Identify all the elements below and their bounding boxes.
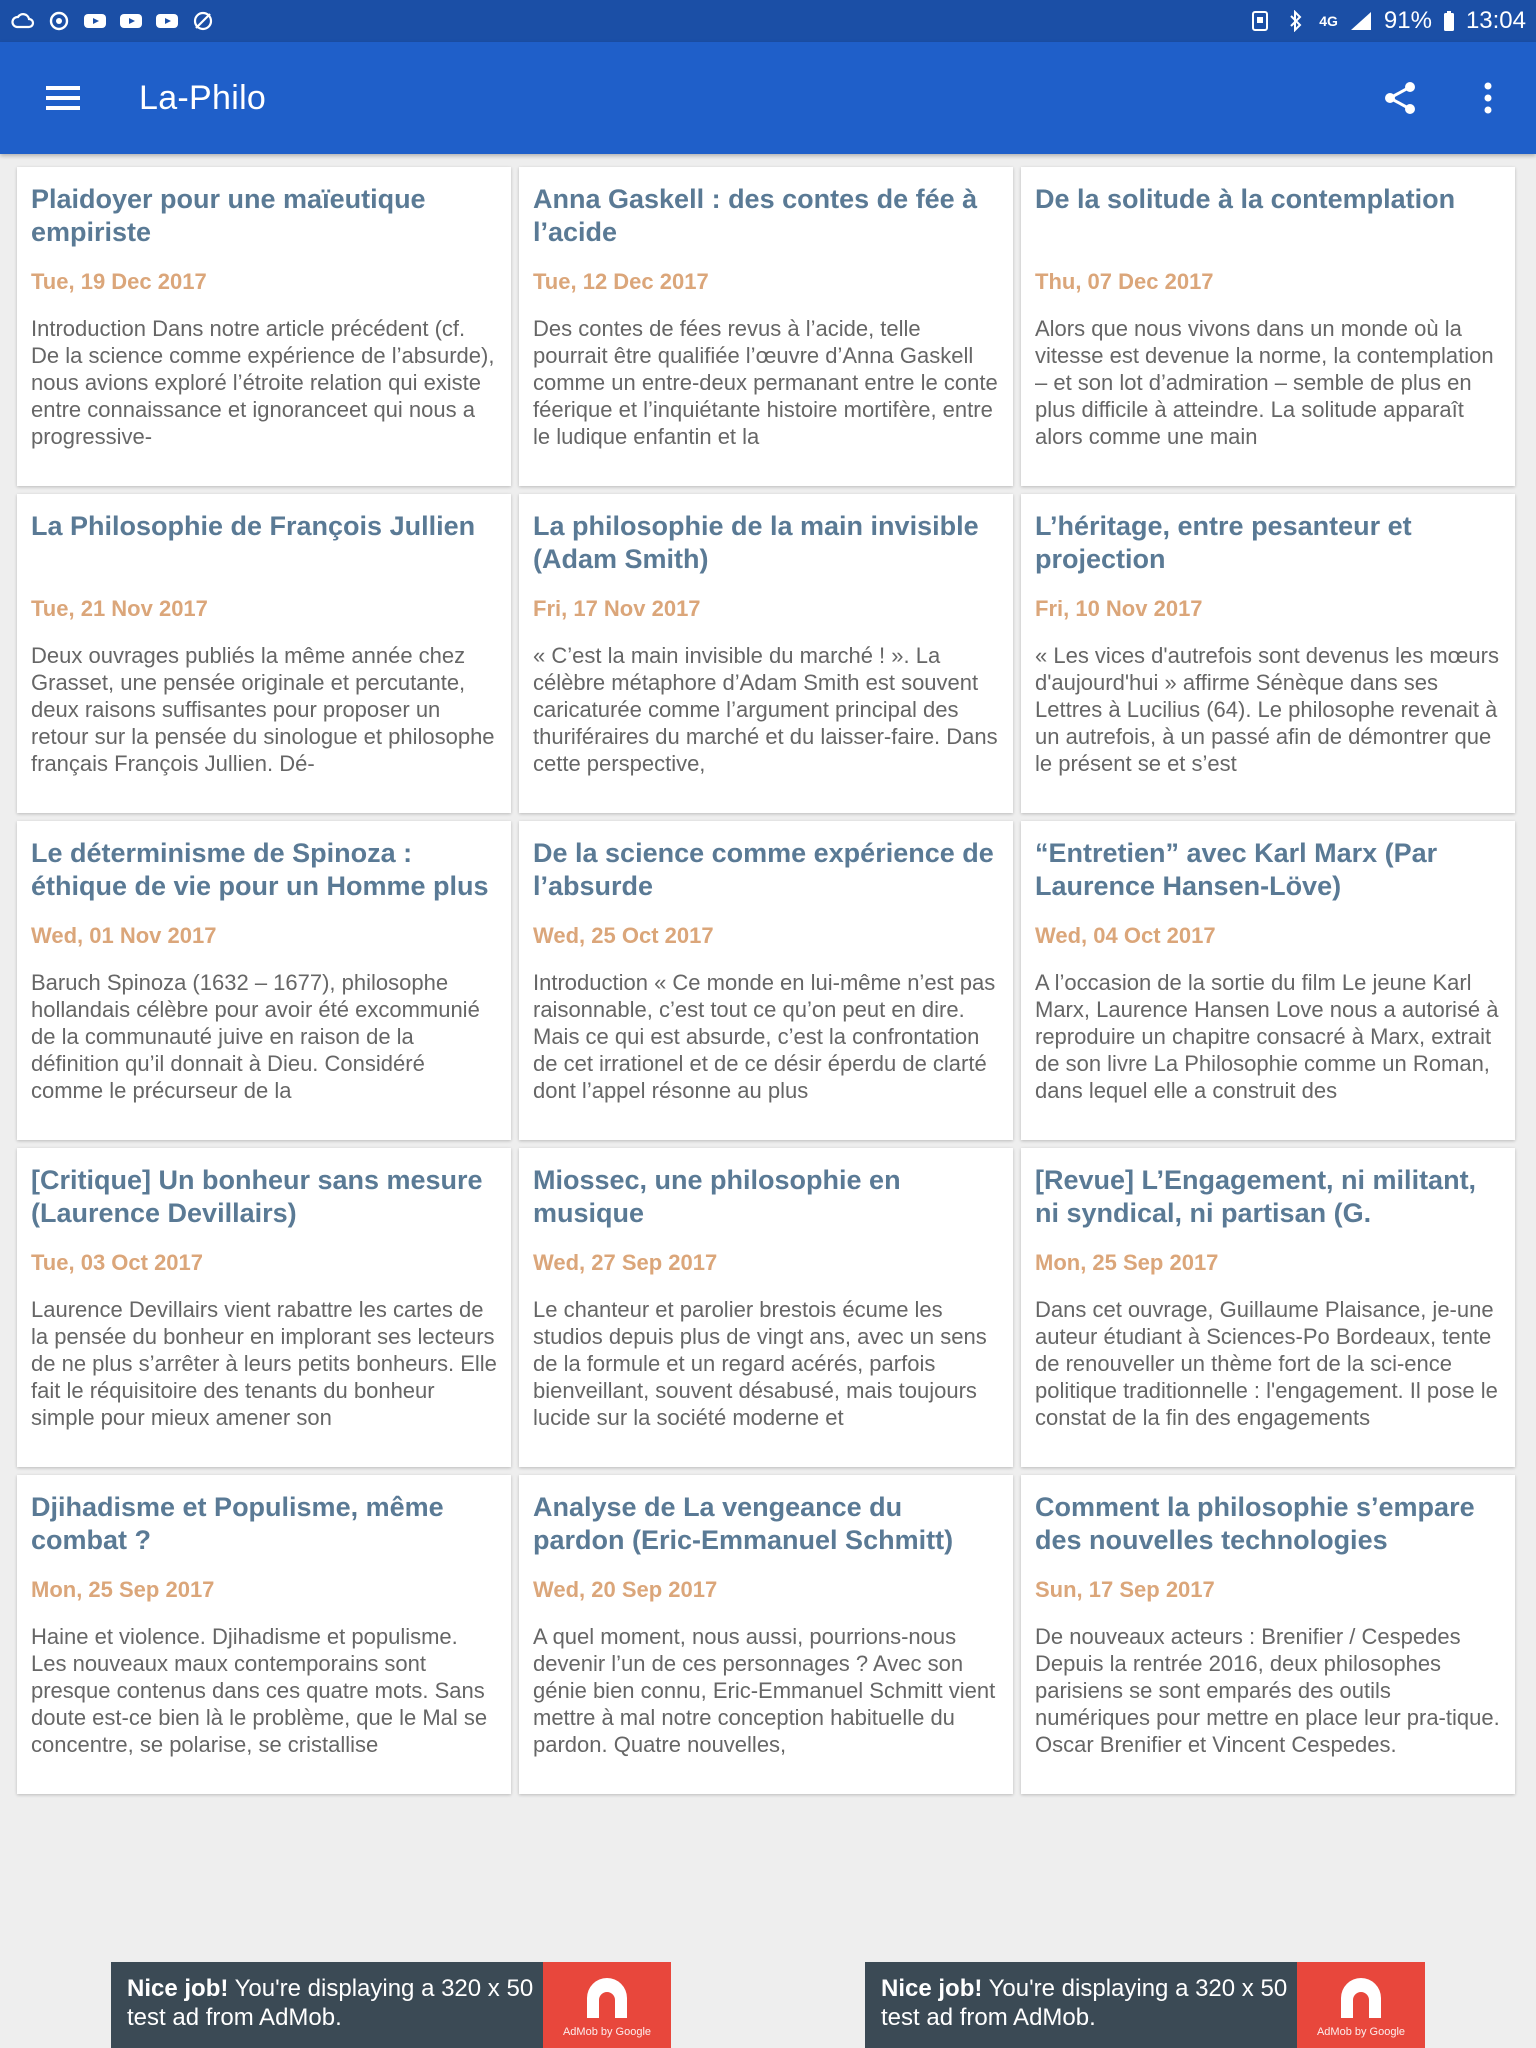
article-card[interactable] [1021, 1148, 1515, 1467]
ad-text [111, 1962, 543, 2048]
notification-icons [10, 10, 216, 32]
network-type: 4G [1319, 13, 1338, 29]
article-title: L’héritage, entre pesanteur et projection [1035, 511, 1412, 574]
article-title: [Revue] L’Engagement, ni militant, ni syndical, ni partisan (G. [1035, 1165, 1477, 1228]
article-date: Tue, 21 Nov 2017 [31, 596, 208, 621]
article-title: Djihadisme et Populisme, même combat ? [31, 1492, 444, 1555]
article-card[interactable] [1021, 821, 1515, 1140]
battery-percent: 91% [1383, 7, 1432, 34]
article-title: Analyse de La vengeance du pardon (Eric-Emmanuel Schmitt) [533, 1492, 954, 1555]
share-button[interactable] [1376, 74, 1424, 122]
youtube-icon [154, 10, 180, 32]
ad-headline: Nice job! [127, 1975, 229, 2002]
article-date: Wed, 25 Oct 2017 [533, 923, 714, 948]
article-date: Wed, 27 Sep 2017 [533, 1250, 718, 1275]
more-vertical-icon [1483, 82, 1493, 114]
article-card[interactable] [519, 1148, 1013, 1467]
status-bar [0, 0, 1536, 42]
article-card[interactable] [519, 821, 1013, 1140]
admob-icon [579, 1972, 635, 2022]
article-card[interactable] [519, 1475, 1013, 1794]
article-excerpt: Alors que nous vivons dans un monde où la vitesse est devenue la norme, la contemplation – et son lot d’admiration – semble de plus en plus difficile à atteindre. La solitude apparaît alors comme une main [1035, 316, 1494, 449]
article-card[interactable] [519, 494, 1013, 813]
article-excerpt: « Les vices d'autrefois sont devenus les mœurs d'aujourd'hui » affirme Sénèque dans ses Lettres à Lucilius (64). Le philosophe revenait à un autrefois, à un passé afin de démontrer que le présent se et s’est [1035, 643, 1499, 776]
article-date: Mon, 25 Sep 2017 [1035, 1250, 1219, 1275]
article-card[interactable] [519, 167, 1013, 486]
signal-icon [1348, 10, 1374, 32]
article-title: Comment la philosophie s’empare des nouvelles technologies [1035, 1492, 1475, 1555]
article-date: Fri, 17 Nov 2017 [533, 596, 701, 621]
article-title: La Philosophie de François Jullien [31, 511, 476, 541]
youtube-icon [82, 10, 108, 32]
article-date: Tue, 03 Oct 2017 [31, 1250, 204, 1275]
admob-icon [1333, 1972, 1389, 2022]
article-excerpt: Haine et violence. Djihadisme et populisme. Les nouveaux maux contemporains sont presque contenus dans ces quatre mots. Sans doute est-ce bien là le problème, que le Mal se concentre, se polarise, se cristallise [31, 1624, 488, 1757]
article-title: Miossec, une philosophie en musique [533, 1165, 901, 1228]
bluetooth-icon [1283, 10, 1309, 32]
admob-caption: AdMob by Google [1316, 2026, 1406, 2038]
article-excerpt: De nouveaux acteurs : Brenifier / Cespedes Depuis la rentrée 2016, deux philosophes parisiens se sont emparés des outils numériques pour mettre en place leur pra-tique. Oscar Brenifier et Vincent Cespedes. [1035, 1624, 1500, 1757]
cloud-icon [10, 10, 36, 32]
article-title: Le déterminisme de Spinoza : éthique de vie pour un Homme plus [31, 838, 489, 901]
article-title: “Entretien” avec Karl Marx (Par Laurence Hansen-Löve) [1035, 838, 1438, 901]
share-icon [1382, 80, 1418, 116]
admob-caption: AdMob by Google [562, 2026, 652, 2038]
article-grid [17, 167, 1517, 1794]
ad-body: You're displaying a 320 x 50 test ad from AdMob. [881, 1975, 1288, 2031]
article-date: Wed, 01 Nov 2017 [31, 923, 217, 948]
ad-headline: Nice job! [881, 1975, 983, 2002]
article-title: [Critique] Un bonheur sans mesure (Laurence Devillairs) [31, 1165, 483, 1228]
app-bar [0, 42, 1536, 154]
article-excerpt: Dans cet ouvrage, Guillaume Plaisance, je-une auteur étudiant à Sciences-Po Bordeaux, tente de renouveller un thème fort de la sci-ence politique traditionnelle : l'engagement. Il pose le constat de la fin des engagements [1035, 1297, 1498, 1430]
article-excerpt: Deux ouvrages publiés la même année chez Grasset, une pensée originale et percutante, deux raisons suffisantes pour proposer un retour sur la pensée du sinologue et philosophe français François Jullien. Dé- [31, 643, 495, 776]
article-excerpt: Introduction « Ce monde en lui-même n’est pas raisonnable, c’est tout ce qu’on peut en dire. Mais ce qui est absurde, c’est la confrontation de cet irrationel et de ce désir éperdu de clarté dont l’appel résonne au plus [533, 970, 996, 1103]
article-title: Anna Gaskell : des contes de fée à l’acide [533, 184, 978, 247]
article-card[interactable] [17, 1475, 511, 1794]
clock: 13:04 [1465, 7, 1526, 34]
ad-banner[interactable] [111, 1962, 671, 2048]
article-excerpt: Introduction Dans notre article précédent (cf. De la science comme expérience de l’absurde), nous avions exploré l’étroite relation qui existe entre connaissance et ignoranceet qui nous a progressive- [31, 316, 495, 449]
article-date: Tue, 19 Dec 2017 [31, 269, 207, 294]
article-card[interactable] [1021, 1475, 1515, 1794]
hamburger-menu-icon [46, 86, 80, 110]
article-date: Mon, 25 Sep 2017 [31, 1577, 215, 1602]
article-date: Sun, 17 Sep 2017 [1035, 1577, 1215, 1602]
article-title: De la solitude à la contemplation [1035, 184, 1456, 214]
article-card[interactable] [17, 494, 511, 813]
youtube-icon [118, 10, 144, 32]
battery-icon [1442, 10, 1456, 32]
admob-logo [543, 1962, 671, 2048]
system-indicators [1247, 7, 1526, 35]
article-date: Wed, 04 Oct 2017 [1035, 923, 1216, 948]
overflow-menu-button[interactable] [1464, 74, 1512, 122]
article-card[interactable] [17, 821, 511, 1140]
article-date: Thu, 07 Dec 2017 [1035, 269, 1214, 294]
article-excerpt: A l’occasion de la sortie du film Le jeune Karl Marx, Laurence Hansen Love nous a autorisé à reproduire un chapitre consacré à Marx, extrait de son livre La Philosophie comme un Roman, dans lequel elle a construit des [1035, 970, 1499, 1103]
sync-icon [46, 10, 72, 32]
article-date: Wed, 20 Sep 2017 [533, 1577, 718, 1602]
article-card[interactable] [17, 167, 511, 486]
ad-body: You're displaying a 320 x 50 test ad from AdMob. [127, 1975, 534, 2031]
menu-button[interactable] [31, 66, 95, 130]
article-excerpt: Laurence Devillairs vient rabattre les cartes de la pensée du bonheur en implorant ses lecteurs de ne plus s’arrêter à leurs petits bonheurs. Elle fait le réquisitoire des tenants du bonheur simple pour mieux amener son [31, 1297, 497, 1430]
article-excerpt: Le chanteur et parolier brestois écume les studios depuis plus de vingt ans, avec un sens de la formule et un regard acérés, parfois bienveillant, souvent désabusé, mais toujours lucide sur la société moderne et [533, 1297, 987, 1430]
article-card[interactable] [17, 1148, 511, 1467]
article-excerpt: Baruch Spinoza (1632 – 1677), philosophe hollandais célèbre pour avoir été excommunié de la communauté juive en raison de la définition qu’il donnait à Dieu. Considéré comme le précurseur de la [31, 970, 480, 1103]
app-title: La-Philo [139, 78, 267, 117]
article-title: La philosophie de la main invisible (Adam Smith) [533, 511, 979, 574]
article-excerpt: Des contes de fées revus à l’acide, telle pourrait être qualifiée l’œuvre d’Anna Gaskell comme un entre-deux permanant entre le conte féerique et l’inquiétante histoire mortifère, entre le ludique enfantin et la [533, 316, 998, 449]
ad-text [865, 1962, 1297, 2048]
article-excerpt: « C’est la main invisible du marché ! ». La célèbre métaphore d’Adam Smith est souvent caricaturée comme l’argument principal des thuriféraires du marché et du laisser-faire. Dans cette perspective, [533, 643, 998, 776]
ad-banner[interactable] [865, 1962, 1425, 2048]
nfc-icon [1247, 10, 1273, 32]
article-title: De la science comme expérience de l’absurde [533, 838, 994, 901]
admob-logo [1297, 1962, 1425, 2048]
article-date: Fri, 10 Nov 2017 [1035, 596, 1203, 621]
article-date: Tue, 12 Dec 2017 [533, 269, 709, 294]
blocked-icon [190, 10, 216, 32]
article-card[interactable] [1021, 494, 1515, 813]
article-excerpt: A quel moment, nous aussi, pourrions-nous devenir l’un de ces personnages ? Avec son génie bien connu, Eric-Emmanuel Schmitt vient mettre à mal notre conception habituelle du pardon. Quatre nouvelles, [533, 1624, 996, 1757]
article-title: Plaidoyer pour une maïeutique empiriste [31, 184, 426, 247]
article-card[interactable] [1021, 167, 1515, 486]
